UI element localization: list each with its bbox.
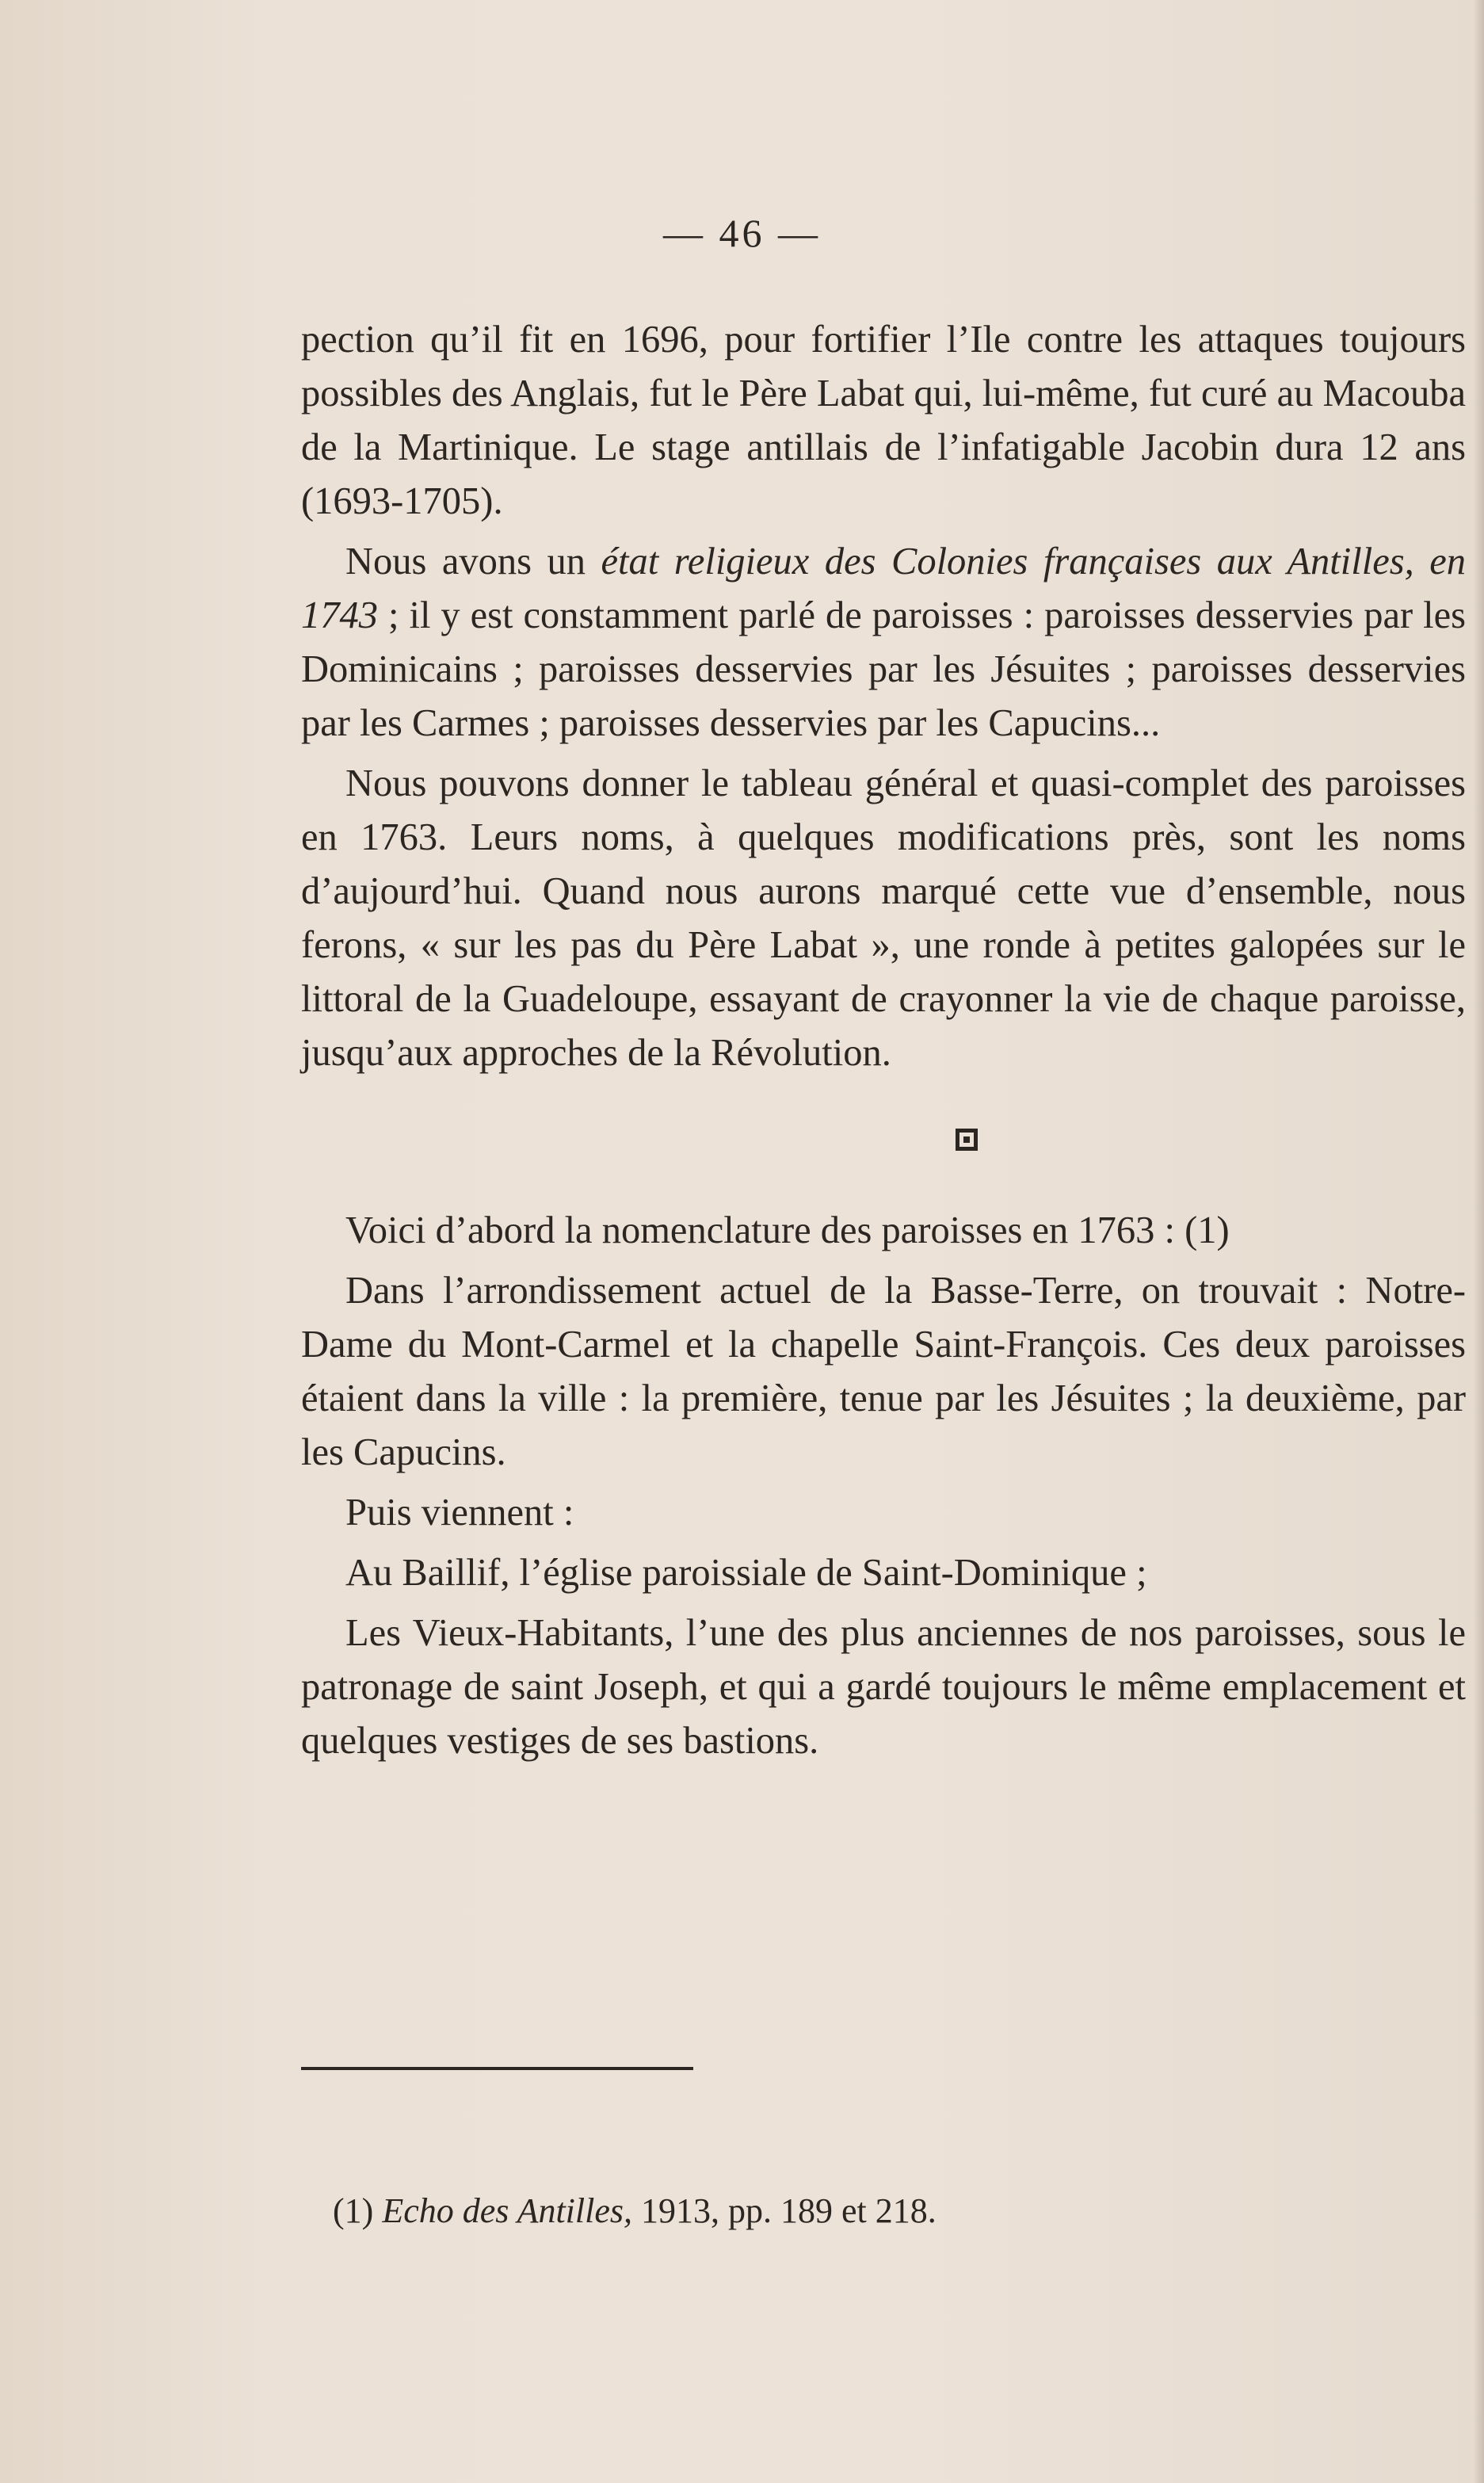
footnote-details: 1913, pp. 189 et 218. bbox=[632, 2191, 937, 2230]
footnote-divider bbox=[301, 2067, 693, 2070]
paragraph-5: Dans l’arrondissement actuel de la Basse-Terre, on trouvait : Notre-Dame du Mont-Carmel et la chapelle Saint-François. Ces deux paroisses étaient dans la ville : la première, tenue par les Jésuites ; la deuxième, par les Capucins. bbox=[301, 1270, 1466, 1473]
page-number: — 46 — bbox=[663, 211, 821, 255]
section-ornament bbox=[301, 1112, 1466, 1166]
paragraph-2-italic-title: état religieux des Colonies françaises aux Antilles, en 1743 bbox=[301, 541, 1466, 636]
paragraph-6: Puis viennent : bbox=[345, 1492, 574, 1534]
square-ornament-icon bbox=[956, 1129, 978, 1151]
paragraph-2-start: Nous avons un bbox=[345, 541, 601, 583]
paragraph-8: Les Vieux-Habitants, l’une des plus anciennes de nos paroisses, sous le patronage de saint Joseph, et qui a gardé toujours le même emplacement et quelques vestiges de ses bastions. bbox=[301, 1612, 1466, 1762]
footnote-marker: (1) bbox=[333, 2191, 383, 2230]
body-text bbox=[301, 313, 1466, 1774]
page-edge-shadow bbox=[1473, 0, 1484, 2483]
paragraph-4: Voici d’abord la nomenclature des paroisses en 1763 : (1) bbox=[345, 1209, 1230, 1251]
paragraph-3: Nous pouvons donner le tableau général et quasi-complet des paroisses en 1763. Leurs noms, à quelques modifications près, sont les noms d’aujourd’hui. Quand nous aurons marqué cette vue d’ensemble, nous ferons, « sur les pas du Père Labat », une ronde à petites galopées sur le littoral de la Guadeloupe, essayant de crayonner la vie de chaque paroisse, jusqu’aux approches de la Révolution. bbox=[301, 762, 1466, 1074]
paragraph-1: pection qu’il fit en 1696, pour fortifier l’Ile contre les attaques toujours possibles des Anglais, fut le Père Labat qui, lui-même, fut curé au Macouba de la Martinique. Le stage antillais de l’infatigable Jacobin dura 12 ans (1693-1705). bbox=[301, 319, 1466, 522]
paragraph-2-end: ; il y est constamment parlé de paroisses : paroisses desservies par les Dominicains ; paroisses desservies par les Jésuites ; paroisses desservies par les Carmes ; paroisses desservies par les Capucins... bbox=[301, 594, 1466, 744]
footnote bbox=[333, 2187, 937, 2235]
paragraph-2 bbox=[301, 535, 1466, 751]
footnote-source-title: Echo des Antilles, bbox=[382, 2191, 633, 2230]
paragraph-7: Au Baillif, l’église paroissiale de Saint-Dominique ; bbox=[345, 1552, 1147, 1594]
